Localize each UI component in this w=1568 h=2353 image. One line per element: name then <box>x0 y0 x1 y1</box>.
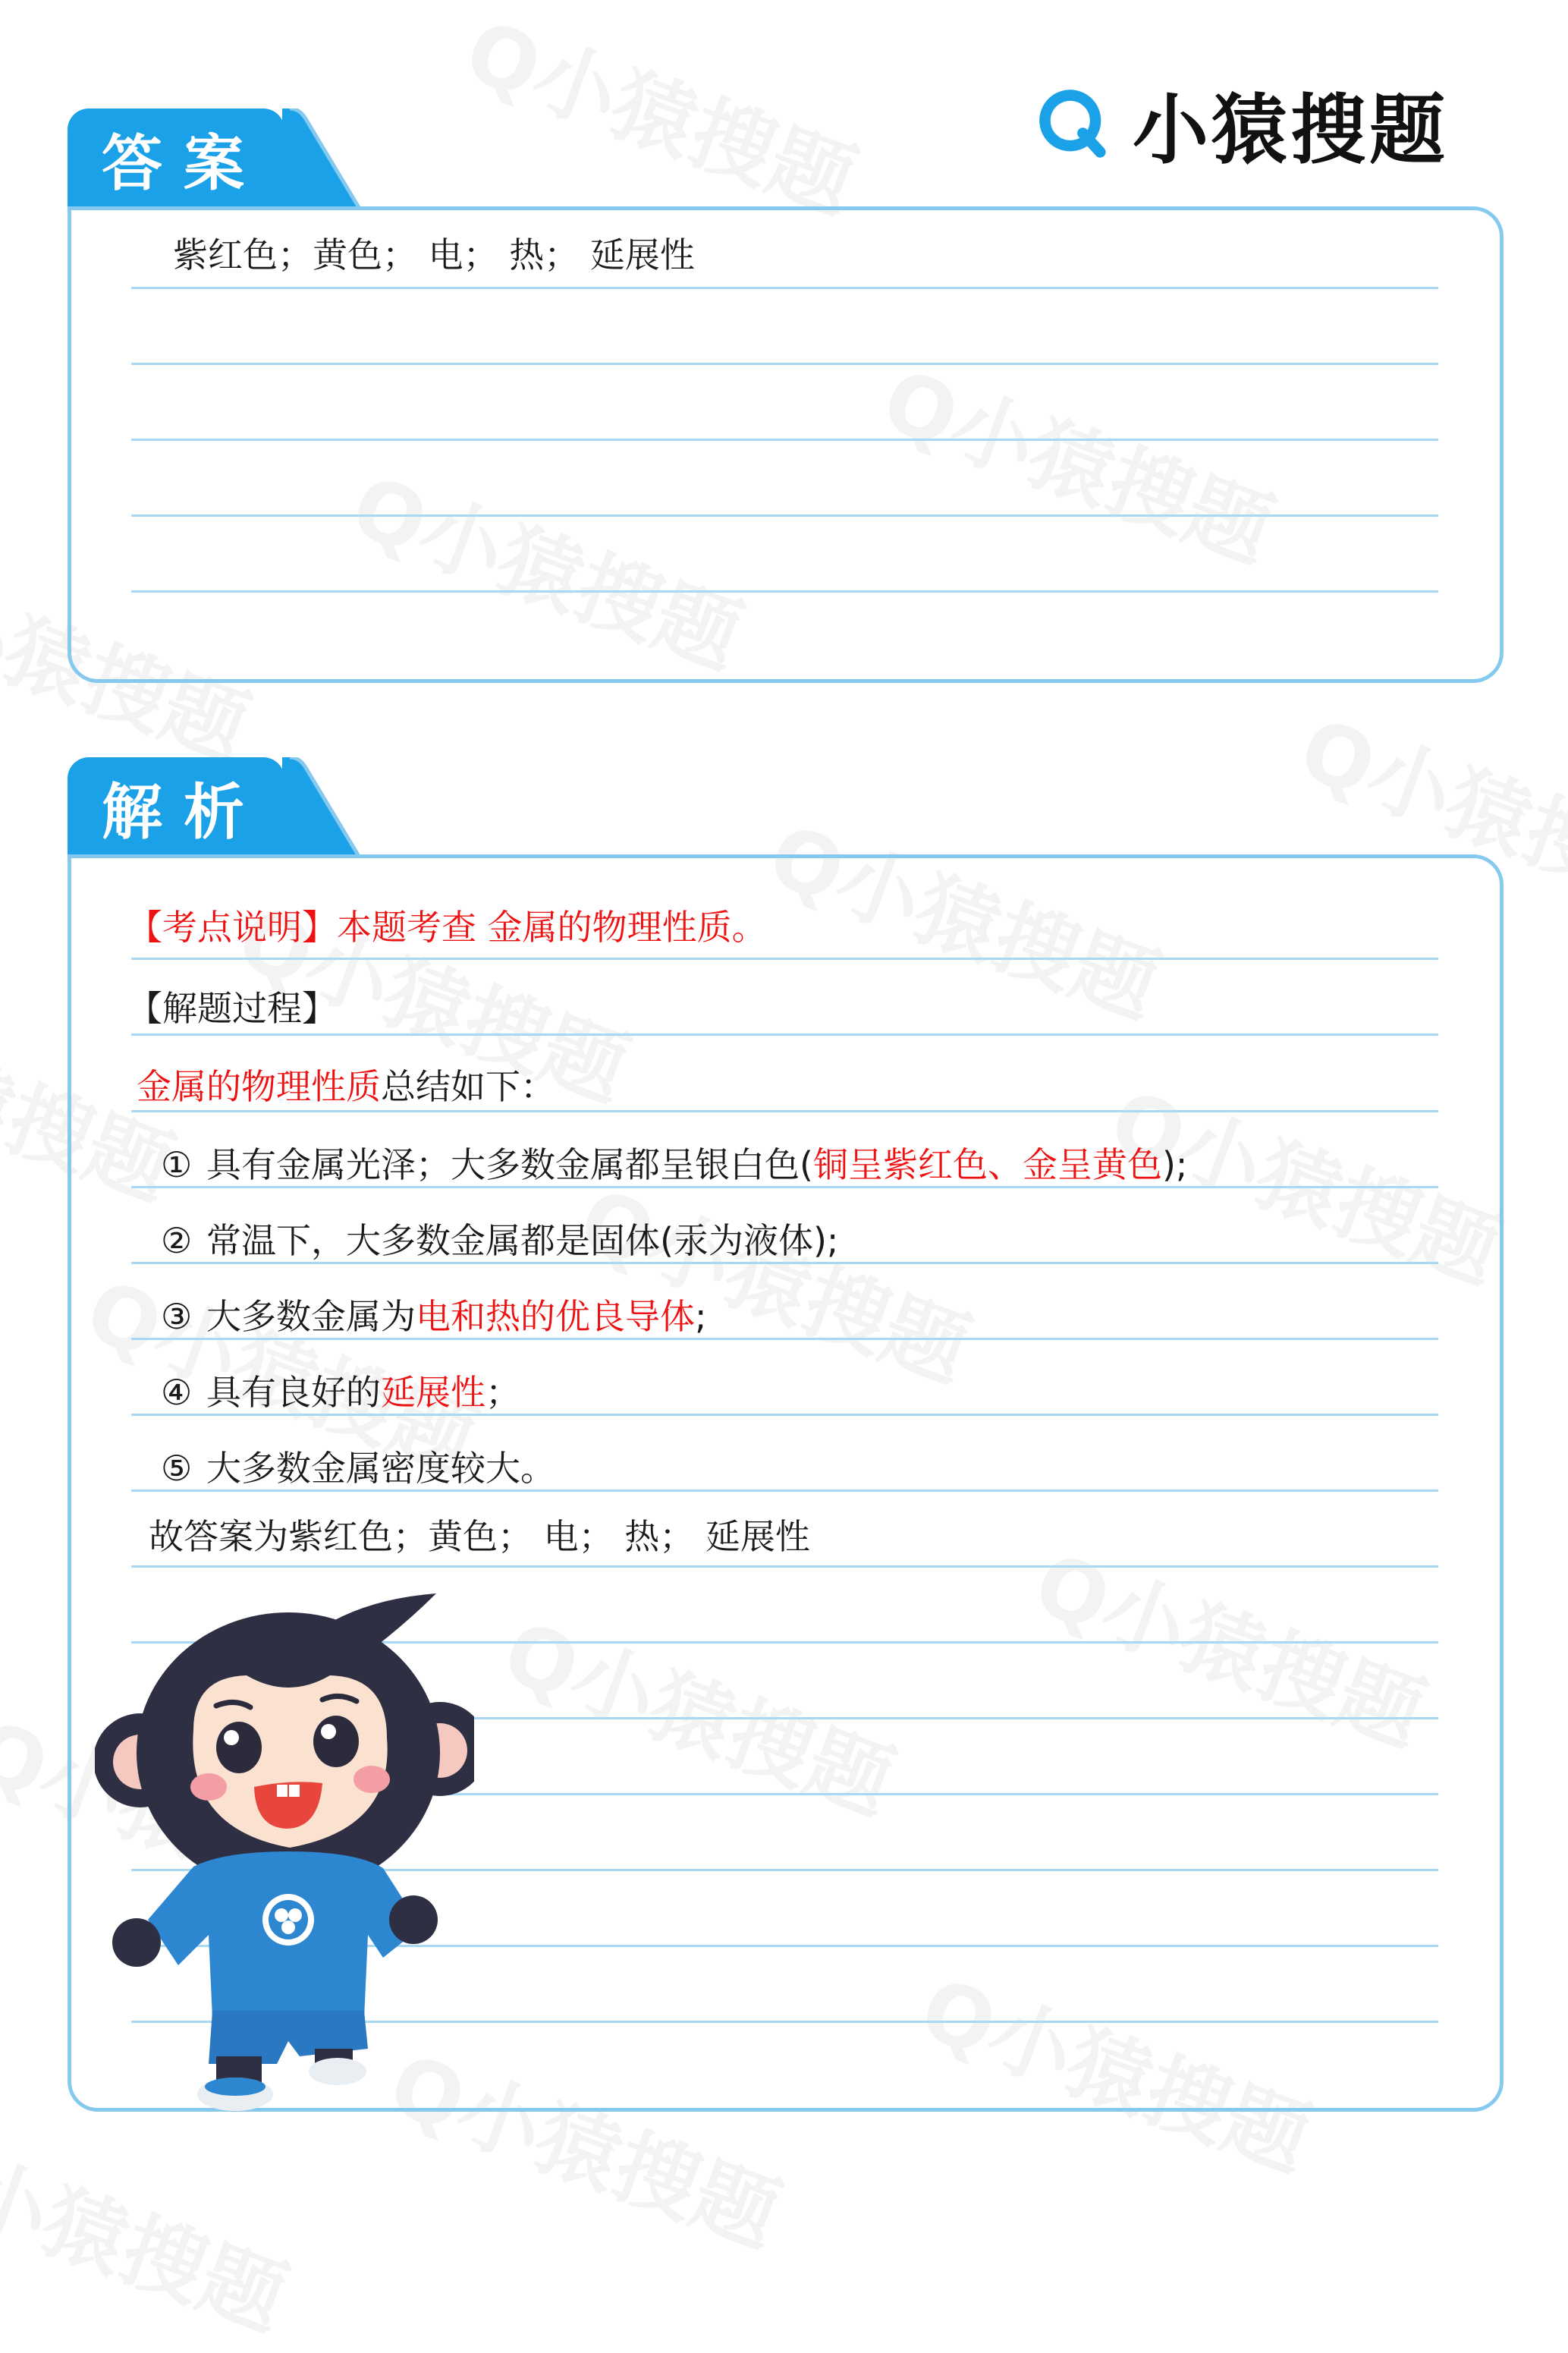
ruled-line <box>131 590 1438 593</box>
item-text: 具有良好的 <box>206 1372 381 1413</box>
item-text: ； <box>485 1372 520 1413</box>
brand-name: 小猿搜题 <box>1133 86 1448 175</box>
item-number: ④ <box>161 1372 193 1413</box>
ruled-line <box>131 1262 1438 1264</box>
ruled-line <box>131 1110 1438 1112</box>
process-heading: 【解题过程】 <box>127 988 337 1029</box>
ruled-line <box>131 439 1438 441</box>
property-item <box>161 1218 838 1263</box>
watermark <box>452 0 873 236</box>
highlight-text: 铜呈紫红色、金呈黄色 <box>812 1144 1162 1185</box>
answer-card <box>68 206 1504 683</box>
ruled-line <box>131 1186 1438 1188</box>
item-text: ; <box>695 1296 707 1337</box>
answer-text: 紫红色；黄色； 电； 热； 延展性 <box>173 234 695 275</box>
ruled-line <box>131 1033 1438 1036</box>
property-item <box>161 1370 520 1415</box>
brand-logo <box>1035 82 1448 175</box>
item-text: 常温下，大多数金属都是固体(汞为液体); <box>206 1220 839 1261</box>
item-number: ⑤ <box>161 1448 193 1489</box>
highlight-text: 电和热的优良导体 <box>416 1296 695 1337</box>
ruled-line <box>131 1489 1438 1492</box>
analysis-tab: 解析 <box>68 757 284 856</box>
item-text: 具有金属光泽；大多数金属都呈银白色( <box>206 1144 813 1185</box>
item-text: 大多数金属为 <box>206 1296 416 1337</box>
summary-highlight: 金属的物理性质 <box>137 1066 381 1107</box>
item-number: ③ <box>161 1296 193 1337</box>
property-item <box>161 1294 707 1339</box>
highlight-text: 延展性 <box>381 1372 485 1413</box>
summary-line <box>137 1064 555 1109</box>
ruled-line <box>131 1414 1438 1416</box>
tab-slant-decoration <box>282 109 366 207</box>
property-item <box>161 1445 555 1491</box>
answer-tab: 答案 <box>68 109 284 207</box>
summary-rest: 总结如下： <box>381 1066 555 1107</box>
monkey-mascot-illustration <box>95 1586 474 2117</box>
tab-slant-decoration <box>282 757 366 856</box>
ruled-line <box>131 363 1438 365</box>
property-item <box>161 1142 1187 1188</box>
item-text: 大多数金属密度较大。 <box>206 1448 555 1489</box>
ruled-line <box>131 958 1438 960</box>
test-point: 【考点说明】本题考查 金属的物理性质。 <box>127 907 767 948</box>
item-text: ); <box>1161 1144 1188 1185</box>
item-number: ① <box>161 1144 193 1185</box>
conclusion: 故答案为紫红色；黄色； 电； 热； 延展性 <box>149 1516 810 1557</box>
ruled-line <box>131 1565 1438 1568</box>
item-number: ② <box>161 1220 193 1261</box>
ruled-line <box>131 287 1438 289</box>
ruled-line <box>131 1338 1438 1340</box>
search-q-icon <box>1035 84 1114 163</box>
ruled-line <box>131 514 1438 517</box>
watermark <box>0 2102 304 2353</box>
